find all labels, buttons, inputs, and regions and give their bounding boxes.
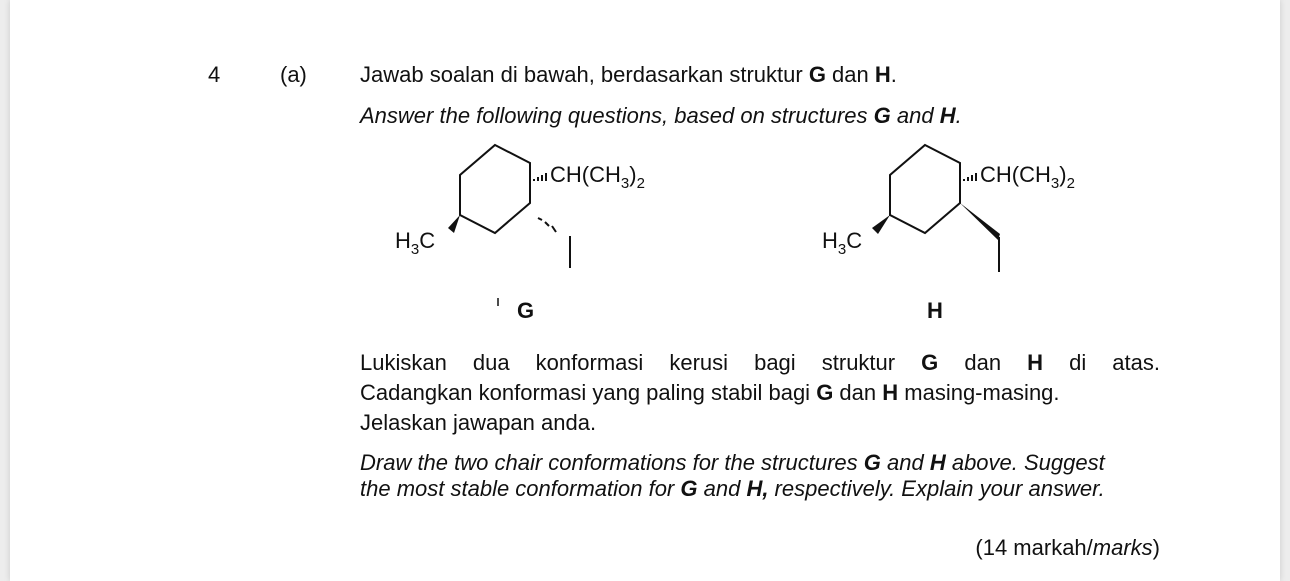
body-malay bbox=[360, 348, 1160, 438]
isopropyl-group-h: $CH(CH_3)_2$ bbox=[980, 162, 1075, 192]
body-english bbox=[360, 450, 1160, 502]
wedge-bond-methyl-h bbox=[960, 203, 1000, 240]
cyclohexane-ring bbox=[890, 145, 960, 233]
question-part: (a) bbox=[280, 62, 307, 87]
intro-english: Answer the following questions, based on structures G and H. bbox=[360, 103, 962, 128]
marks-allocation: (14 markah/marks) bbox=[975, 535, 1160, 560]
body-english-line-1: Draw the two chair conformations for the structures G and H above. Suggest bbox=[360, 450, 1105, 475]
body-malay-line-3: Jelaskan jawapan anda. bbox=[360, 410, 597, 435]
structure-g-diagram bbox=[370, 140, 710, 330]
intro-malay: Jawab soalan di bawah, berdasarkan struktur G dan H. bbox=[360, 62, 897, 87]
exam-page bbox=[10, 0, 1280, 581]
cyclohexane-ring bbox=[460, 145, 530, 233]
hashed-bond-methyl bbox=[538, 218, 556, 232]
body-malay-line-1: Lukiskan dua konformasi kerusi bagi struktur G dan H di atas. bbox=[360, 350, 1160, 375]
structure-h-diagram bbox=[800, 140, 1140, 330]
body-malay-line-2: Cadangkan konformasi yang paling stabil bagi G dan H masing-masing. bbox=[360, 380, 1060, 405]
body-english-line-2: the most stable conformation for G and H, respectively. Explain your answer. bbox=[360, 476, 1105, 501]
wedge-bond-g bbox=[448, 215, 460, 233]
methyl-group-g: $H_3C$ bbox=[395, 228, 436, 258]
isopropyl-group-g: $CH(CH_3)_2$ bbox=[550, 162, 645, 192]
structure-h-label: H bbox=[927, 298, 943, 323]
methyl-group-h: $H_3C$ bbox=[822, 228, 863, 258]
structure-g-label: G bbox=[517, 298, 535, 323]
wedge-bond-h bbox=[872, 215, 890, 234]
hashed-bond-isopropyl bbox=[534, 173, 546, 181]
hashed-bond-isopropyl bbox=[964, 173, 976, 181]
question-number: 4 bbox=[208, 62, 221, 87]
